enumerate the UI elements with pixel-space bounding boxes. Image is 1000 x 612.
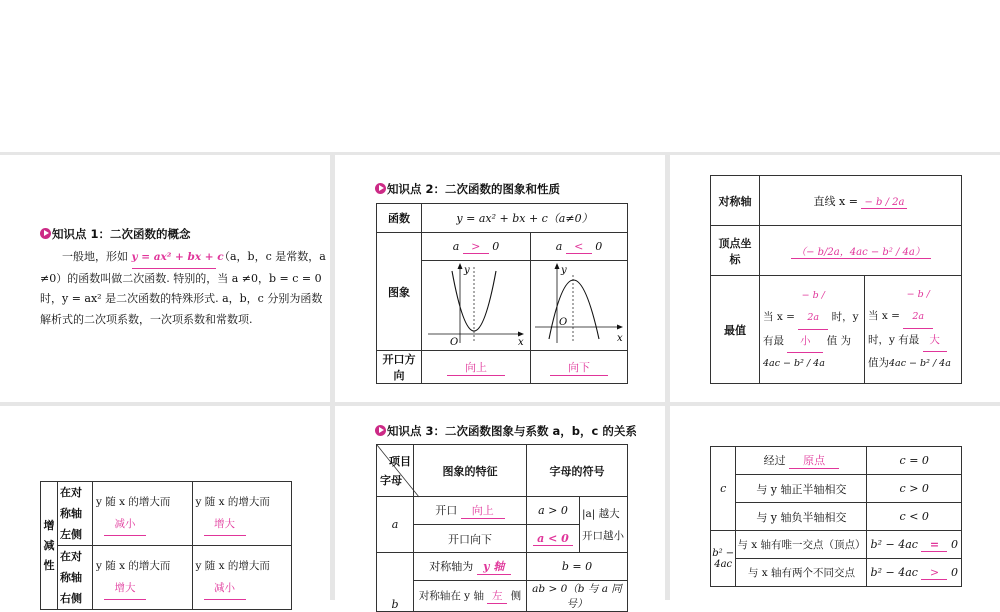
function-expression: y = ax² + bx + c（a≠0） xyxy=(422,204,628,233)
letter-c: c xyxy=(711,447,736,531)
blank-min: 小 xyxy=(787,330,823,353)
upward-parabola-plot xyxy=(422,261,530,347)
blank-open-up: 向上 xyxy=(447,359,505,376)
abs-a-note: |a| 越大 开口越小 xyxy=(580,497,628,553)
blank-vertex-coordinates: （− b/2a，4ac − b² / 4a） xyxy=(791,243,931,259)
graph-downward-parabola xyxy=(531,261,628,351)
panel-axis-vertex-extremum xyxy=(670,155,1000,402)
heading-knowledge-point-1: 知识点 1：二次函数的概念 xyxy=(40,226,191,242)
condition-a-negative: a < 0 xyxy=(531,233,628,261)
extremum-min-cell: 当 x = − b / 2a 时，y 有最 小 值 为 4ac − b² / 4a xyxy=(760,276,865,384)
label-function: 函数 xyxy=(377,204,422,233)
heading-knowledge-point-3: 知识点 3：二次函数图象与系数 a，b，c 的关系 xyxy=(375,423,637,439)
blank-origin: 原点 xyxy=(789,452,839,469)
panel-coefficients xyxy=(335,406,665,611)
downward-parabola-plot xyxy=(531,261,627,347)
letter-b: b xyxy=(377,553,414,612)
blank-quadratic-form: y = ax² + bx + c xyxy=(132,247,216,269)
blank-right-downward: 减小 xyxy=(204,577,246,600)
monotonicity-table: 增减性 在对称轴左侧 y 随 x 的增大而 减小 y 随 x 的增大而 增大 在对称轴右侧 y 随 x 的增大而 增大 y 随 x 的增大而 减小 xyxy=(40,481,292,610)
blank-y-axis: y 轴 xyxy=(477,558,511,575)
panel-concept xyxy=(0,155,330,402)
letter-discriminant: b² − 4ac xyxy=(711,531,736,587)
blank-a-negative: a < 0 xyxy=(533,532,573,546)
coefficients-table: 项目 字母 图象的特征 字母的符号 a 开口 向上 a > 0 |a| 越大 开口越小 开口向下 a < 0 b 对称轴为 y 轴 b = 0 对称轴在 y 轴 左 侧 ab > 0（b 与 a 同号） xyxy=(376,444,628,612)
origin-label: O xyxy=(450,337,459,348)
blank-greater: > xyxy=(921,566,947,580)
concept-paragraph: 一般地，形如 y = ax² + bx + c （a，b，c 是常数，a ≠0）的函数叫做二次函数. 特别的，当 a ≠0，b = c = 0 时，y = ax² 是二次函数的特殊形式. a，b，c 分别为函数 解析式的二次项系数，一次项系数和常数项. xyxy=(40,247,330,330)
panel-monotonicity xyxy=(0,406,330,605)
header-feature: 图象的特征 xyxy=(414,445,527,497)
label-opening-direction: 开口方向 xyxy=(377,351,422,384)
blank-left-downward: 增大 xyxy=(204,513,246,536)
blank-equal: = xyxy=(921,538,947,552)
condition-a-positive: a > 0 xyxy=(422,233,531,261)
blank-open-down: 向下 xyxy=(550,359,608,376)
header-diagonal-cell: 项目 字母 xyxy=(377,445,414,497)
letter-a: a xyxy=(377,497,414,553)
blank-right-upward: 增大 xyxy=(104,577,146,600)
label-extremum: 最值 xyxy=(711,276,760,384)
label-left-of-axis: 在对称轴左侧 xyxy=(58,482,93,546)
c-discriminant-table: c 经过 原点 c = 0 与 y 轴正半轴相交 c > 0 与 y 轴负半轴相交 c < 0 b² − 4ac 与 x 轴有唯一交点（顶点） b² − 4ac = 0 与 x 轴有两个不同交点 b² − 4ac > 0 xyxy=(710,446,962,587)
axis-x-label: x xyxy=(617,333,623,344)
heading-knowledge-point-2: 知识点 2：二次函数的图象和性质 xyxy=(375,181,560,197)
blank-max: 大 xyxy=(923,329,947,352)
origin-label: O xyxy=(559,317,568,328)
label-right-of-axis: 在对称轴右侧 xyxy=(58,546,93,610)
play-marker-icon xyxy=(375,425,386,436)
axis-y-label: y xyxy=(464,265,470,276)
panel-graph-properties xyxy=(335,155,665,402)
label-graph: 图象 xyxy=(377,233,422,351)
graph-upward-parabola xyxy=(422,261,531,351)
axis-vertex-table: 对称轴 直线 x = − b / 2a 顶点坐标 （− b/2a，4ac − b² / 4a） 最值 当 x = − b / 2a 时，y 有最 小 值 为 4ac − b² / 4a 当 x = − b / 2a 时，y 有最 大 值为4ac − b² / 4a xyxy=(710,175,962,384)
axis-x-label: x xyxy=(518,337,524,348)
label-vertex: 顶点坐标 xyxy=(711,226,760,276)
blank-axis-formula: − b / 2a xyxy=(861,197,907,209)
extremum-max-cell: 当 x = − b / 2a 时，y 有最 大 值为4ac − b² / 4a xyxy=(865,276,962,384)
label-axis-of-symmetry: 对称轴 xyxy=(711,176,760,226)
panel-c-and-discriminant xyxy=(670,406,1000,600)
graph-properties-table xyxy=(376,203,628,384)
label-monotonicity: 增减性 xyxy=(41,482,58,610)
blank-open-up: 向上 xyxy=(461,502,505,519)
blank-left-upward: 减小 xyxy=(104,513,146,536)
blank-left: 左 xyxy=(487,588,507,604)
play-marker-icon xyxy=(40,228,51,239)
axis-y-label: y xyxy=(561,265,567,276)
header-sign: 字母的符号 xyxy=(527,445,628,497)
play-marker-icon xyxy=(375,183,386,194)
